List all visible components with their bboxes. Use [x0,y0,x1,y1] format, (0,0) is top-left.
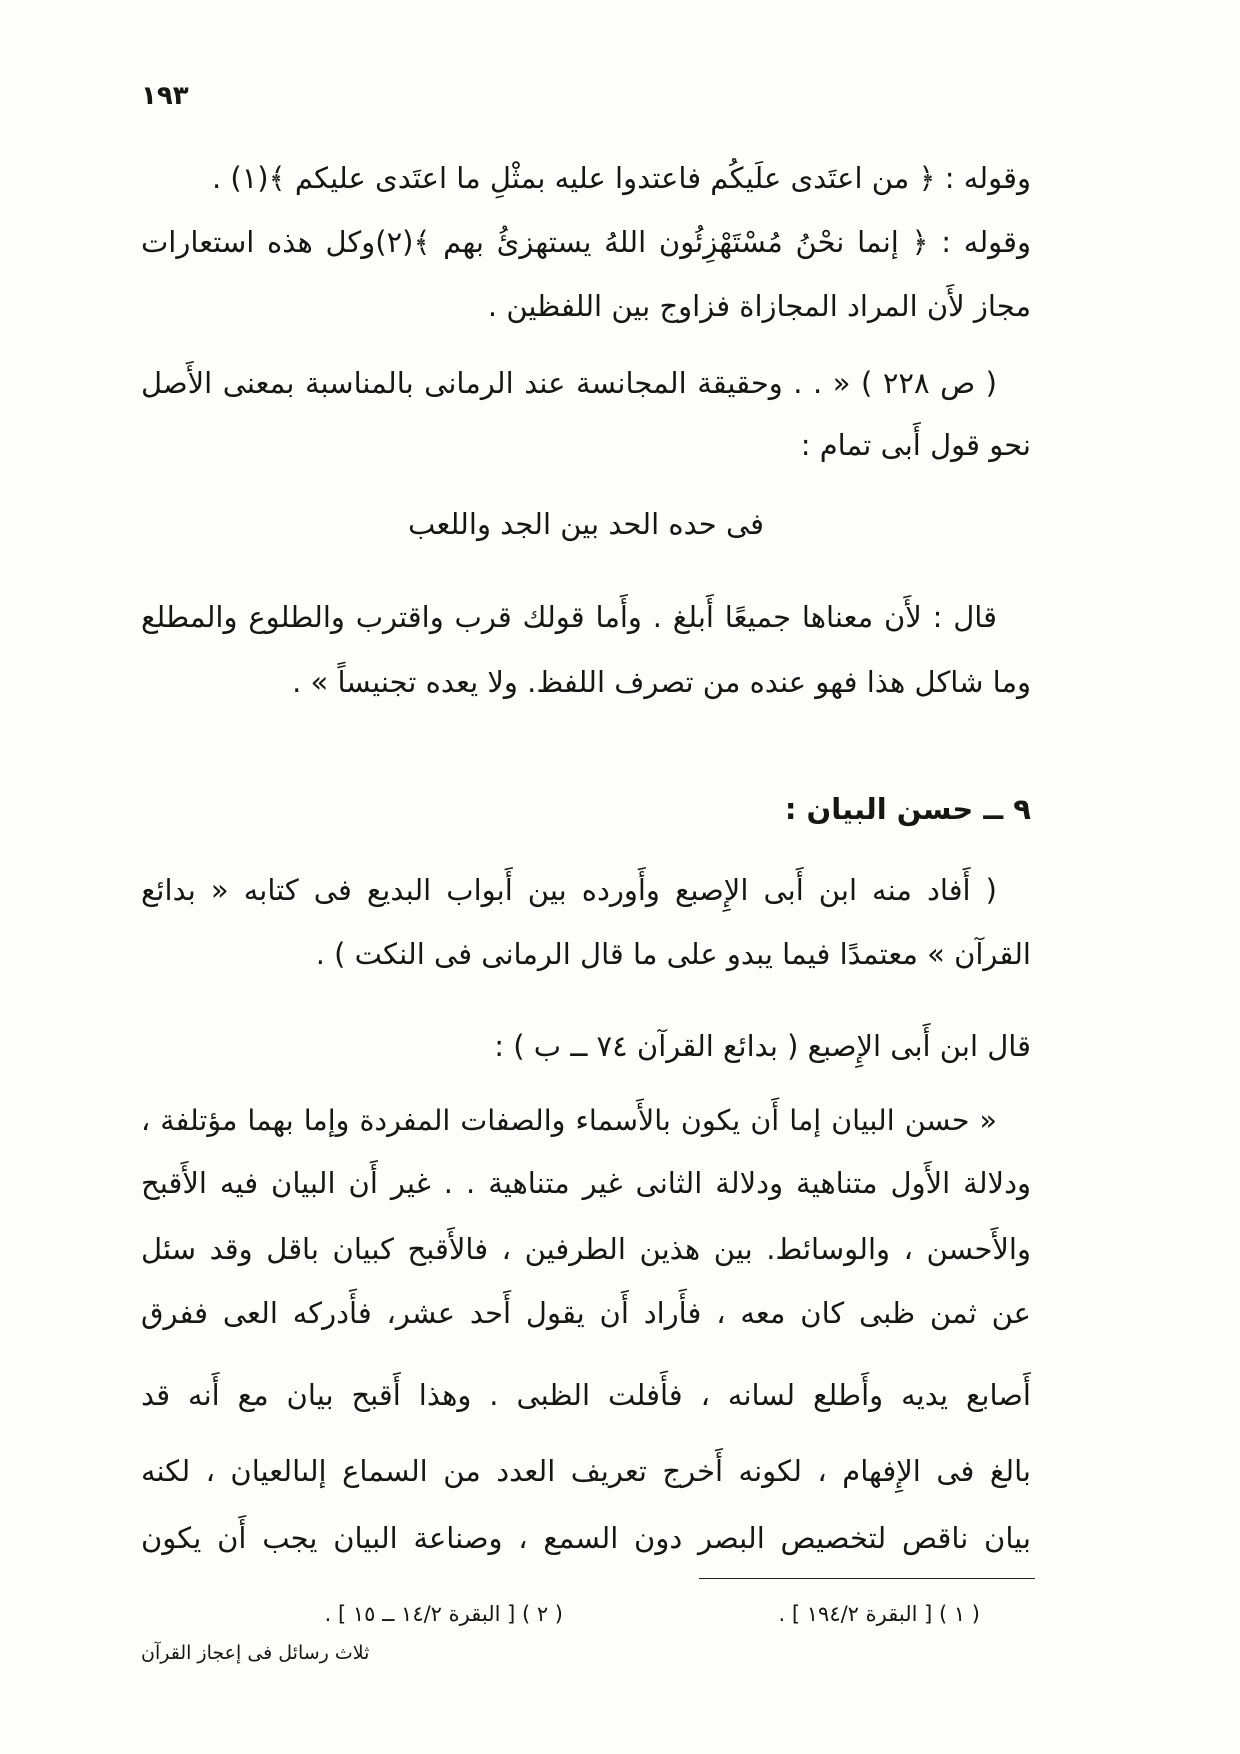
text-line: بيان ناقص لتخصيص البصر دون السمع ، وصناعة البيان يجب أَن يكون [141,1521,1031,1555]
poetry-verse: فى حده الحد بين الجد واللعب [407,507,764,541]
footnote: ( ٢ ) [ البقرة ١٤/٢ ــ ١٥ ] . [324,1602,563,1626]
text-line: عن ثمن ظبى كان معه ، فأَراد أَن يقول أَحد عشر، فأَدركه العى ففرق [141,1296,1031,1330]
text-line: نحو قول أَبى تمام : [800,428,1031,462]
text-line: وقوله : ﴿ من اعتَدى علَيكُم فاعتدوا عليه بمثْلِ ما اعتَدى عليكم ﴾(١) . [211,161,1031,195]
footnote: ( ١ ) [ البقرة ١٩٤/٢ ] . [778,1602,980,1626]
text-line: ( أَفاد منه ابن أَبى الإِصبع وأَورده بين أَبواب البديع فى كتابه « بدائع [141,873,997,907]
text-line: أَصابع يديه وأَطلع لسانه ، فأَفلت الظبى . وهذا أَقبح بيان مع أَنه قد [141,1378,1031,1412]
text-line: مجاز لأَن المراد المجازاة فزاوج بين اللفظين . [487,289,1031,323]
text-line: القرآن » معتمدًا فيما يبدو على ما قال الرمانى فى النكت ) . [315,937,1031,971]
text-line: وما شاكل هذا فهو عنده من تصرف اللفظ. ولا يعده تجنيساً » . [292,665,1031,699]
text-line: « حسن البيان إما أَن يكون بالأَسماء والصفات المفردة وإما بهما مؤتلفة ، [141,1104,997,1137]
text-line: ودلالة الأَول متناهية ودلالة الثانى غير متناهية . . غير أَن البيان فيه الأَقبح [141,1166,1031,1200]
footnote-separator [699,1578,1035,1579]
section-heading: ٩ ــ حسن البيان : [784,792,1031,826]
text-line: قال : لأَن معناها جميعًا أَبلغ . وأَما قولك قرب واقترب والطلوع والمطلع [141,600,997,634]
text-line: ( ص ٢٢٨ ) « . . وحقيقة المجانسة عند الرمانى بالمناسبة بمعنى الأَصل [141,366,998,400]
text-line: بالغ فى الإِفهام ، لكونه أَخرج تعريف العدد من السماع إلىالعيان ، لكنه [141,1454,1031,1488]
page-number: ١٩٣ [141,81,189,111]
text-line: والأَحسن ، والوسائط. بين هذين الطرفين ، فالأَقبح كبيان باقل وقد سئل [141,1232,1031,1266]
running-footer: ثلاث رسائل فى إعجاز القرآن [141,1642,370,1664]
text-line: قال ابن أَبى الإِصبع ( بدائع القرآن ٧٤ ــ ب ) : [494,1029,1031,1063]
text-line: وقوله : ﴿ إنما نحْنُ مُسْتَهْزِئُون اللهُ يستهزئُ بهم ﴾(٢)وكل هذه استعارات [141,225,1031,259]
